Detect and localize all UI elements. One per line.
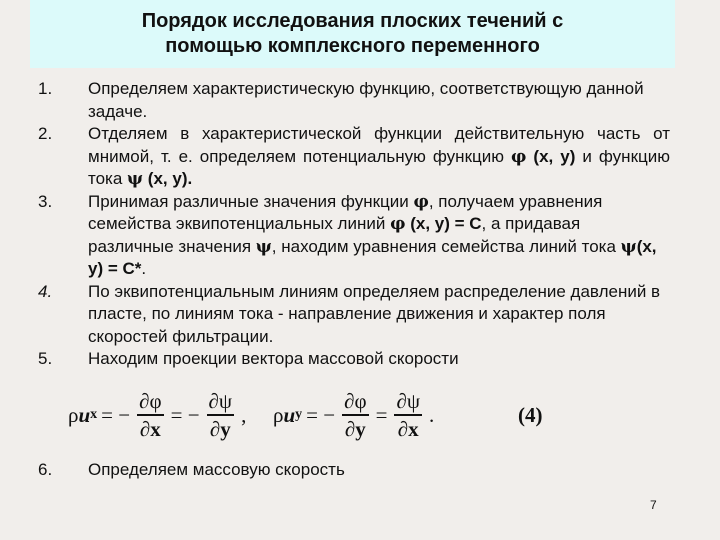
step-number: 6.: [38, 460, 53, 479]
u-symbol: u: [78, 402, 91, 427]
formula-ux: [68, 385, 246, 445]
denominator: ∂y: [344, 416, 366, 441]
step-text: По эквипотенциальным линиям определяем распределение давлений в пласте, по линиям тока - направление движения и характер поля скоростей фильтрации.: [88, 281, 661, 346]
page-number: 7: [650, 498, 657, 512]
step-number: 1.: [38, 79, 53, 98]
title-banner: [30, 0, 675, 68]
step-text: Определяем характеристическую функцию, соответствующую данной задаче.: [88, 79, 644, 121]
step-number: 2.: [38, 124, 53, 143]
fraction-dphi-dy: [342, 388, 369, 442]
step-text: Принимая различные значения функции φ, получаем уравнения семейства эквипотенциальных линий φ (х, у) = С, а придавая различные значения ψ, находим уравнения семейства линий тока ψ(х, у) = С*.: [88, 191, 657, 278]
denominator: ∂x: [397, 416, 419, 441]
subscript-x: x: [90, 407, 98, 422]
rho-symbol: ρ: [273, 402, 284, 427]
fraction-dpsi-dy: [207, 388, 235, 442]
formula-uy: [273, 385, 434, 445]
step-text: Определяем массовую скорость: [88, 460, 345, 479]
step-number: 3.: [38, 191, 53, 211]
fraction-dpsi-dx: [394, 388, 422, 442]
list-item: [38, 348, 670, 371]
equals-minus: = −: [170, 402, 200, 427]
list-item: [38, 78, 670, 123]
equals-minus: = −: [306, 402, 336, 427]
list-item: [38, 191, 670, 281]
list-item: [38, 460, 670, 480]
denominator: ∂x: [139, 416, 161, 441]
subscript-y: y: [295, 407, 303, 422]
step-number: 4.: [38, 281, 53, 301]
period: .: [428, 402, 435, 427]
equation-number: (4): [518, 403, 543, 427]
page-title-line-1: Порядок исследования плоских течений с: [141, 10, 564, 32]
step-number: 5.: [38, 349, 53, 368]
rho-symbol: ρ: [68, 402, 79, 427]
equals: =: [375, 402, 388, 427]
page-title-line-2: помощью комплексного переменного: [165, 35, 540, 57]
denominator: ∂y: [209, 416, 231, 441]
numerator: ∂φ: [139, 389, 162, 414]
numerator: ∂ψ: [396, 389, 420, 414]
mass-velocity-formula: [68, 385, 588, 445]
list-item: [38, 281, 670, 349]
u-symbol: u: [283, 402, 296, 427]
steps-list: [38, 78, 670, 371]
numerator: ∂φ: [344, 389, 367, 414]
list-item: [38, 123, 670, 191]
fraction-dphi-dx: [137, 388, 164, 442]
numerator: ∂ψ: [208, 389, 233, 414]
step-text: Находим проекции вектора массовой скорости: [88, 349, 459, 368]
comma: ,: [241, 402, 247, 427]
step-text: Отделяем в характеристической функции действительную часть от мнимой, т. е. определяем потенциальную функцию φ (х, у) и функцию тока ψ (х, у).: [88, 124, 670, 189]
equals-minus: = −: [101, 402, 131, 427]
